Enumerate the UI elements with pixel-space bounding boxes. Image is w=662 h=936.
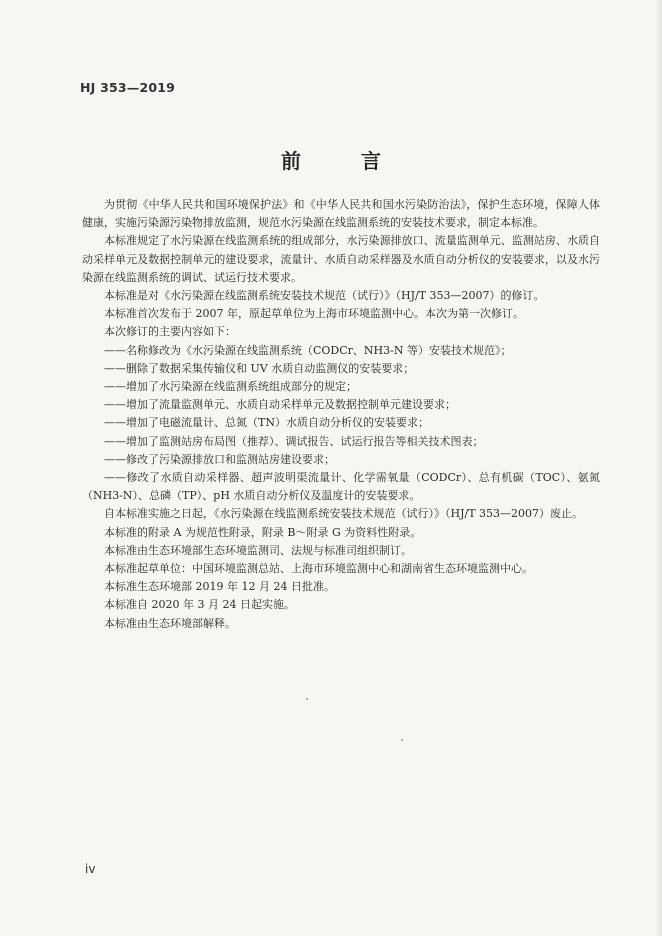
page-edge-shadow xyxy=(656,0,662,936)
paragraph-drafters: 本标准起草单位：中国环境监测总站、上海市环境监测中心和湖南省生态环境监测中心。 xyxy=(104,562,533,576)
paragraph-changes-intro: 本次修订的主要内容如下： xyxy=(104,325,236,339)
change-item: ——增加了监测站房布局图（推荐）、调试报告、试运行报告等相关技术图表； xyxy=(104,434,484,448)
standard-code: HJ 353—2019 xyxy=(80,80,176,95)
paragraph-interpretation: 本标准由生态环境部解释。 xyxy=(104,616,236,630)
change-item: ——增加了流量监测单元、水质自动采样单元及数据控制单元建设要求； xyxy=(104,398,456,412)
paragraph-organizer: 本标准由生态环境部生态环境监测司、法规与标准司组织制订。 xyxy=(104,543,412,557)
change-item: ——增加了电磁流量计、总氮（TN）水质自动分析仪的安装要求； xyxy=(104,416,429,430)
paragraph-purpose: 为贯彻《中华人民共和国环境保护法》和《中华人民共和国水污染防治法》，保护生态环境，保障人体健康，实施污染源污染物排放监测，规范水污染源在线监测系统的安装技术要求，制定本标准。 xyxy=(82,198,600,230)
change-item: ——删除了数据采集传输仪和 UV 水质自动监测仪的安装要求； xyxy=(104,361,415,375)
change-item: ——名称修改为《水污染源在线监测系统（CODCr、NH3-N 等）安装技术规范》； xyxy=(104,343,512,357)
change-item: ——增加了水污染源在线监测系统组成部分的规定； xyxy=(104,380,357,394)
paragraph-approval: 本标准生态环境部 2019 年 12 月 24 日批准。 xyxy=(104,580,335,594)
page-title: 前 言 xyxy=(281,149,401,173)
scan-speck xyxy=(306,698,308,700)
paragraph-scope: 本标准规定了水污染源在线监测系统的组成部分，水污染源排放口、流量监测单元、监测站房、水质自动采样单元及数据控制单元的建设要求，流量计、水质自动采样器及水质自动分析仪的安装要求，以及水污染源在线监测系统的调试、试运行技术要求。 xyxy=(82,234,600,284)
paragraph-repeal: 自本标准实施之日起，《水污染源在线监测系统安装技术规范（试行）》（HJ/T 353—2007）废止。 xyxy=(104,507,584,521)
paragraph-first-release: 本标准首次发布于 2007 年，原起草单位为上海市环境监测中心。本次为第一次修订。 xyxy=(104,307,524,321)
change-item: ——修改了污染源排放口和监测站房建设要求； xyxy=(104,452,335,466)
page-number: iv xyxy=(85,862,96,876)
paragraph-revision-of: 本标准是对《水污染源在线监测系统安装技术规范（试行）》（HJ/T 353—2007）的修订。 xyxy=(104,289,545,303)
foreword-body xyxy=(82,196,600,633)
scan-speck xyxy=(401,739,403,741)
paragraph-appendix: 本标准的附录 A 为规范性附录，附录 B～附录 G 为资料性附录。 xyxy=(104,525,422,539)
change-item: ——修改了水质自动采样器、超声波明渠流量计、化学需氧量（CODCr）、总有机碳（TOC）、氨氮（NH3-N）、总磷（TP）、pH 水质自动分析仪及温度计的安装要求。 xyxy=(82,471,600,503)
paragraph-implementation: 本标准自 2020 年 3 月 24 日起实施。 xyxy=(104,598,295,612)
